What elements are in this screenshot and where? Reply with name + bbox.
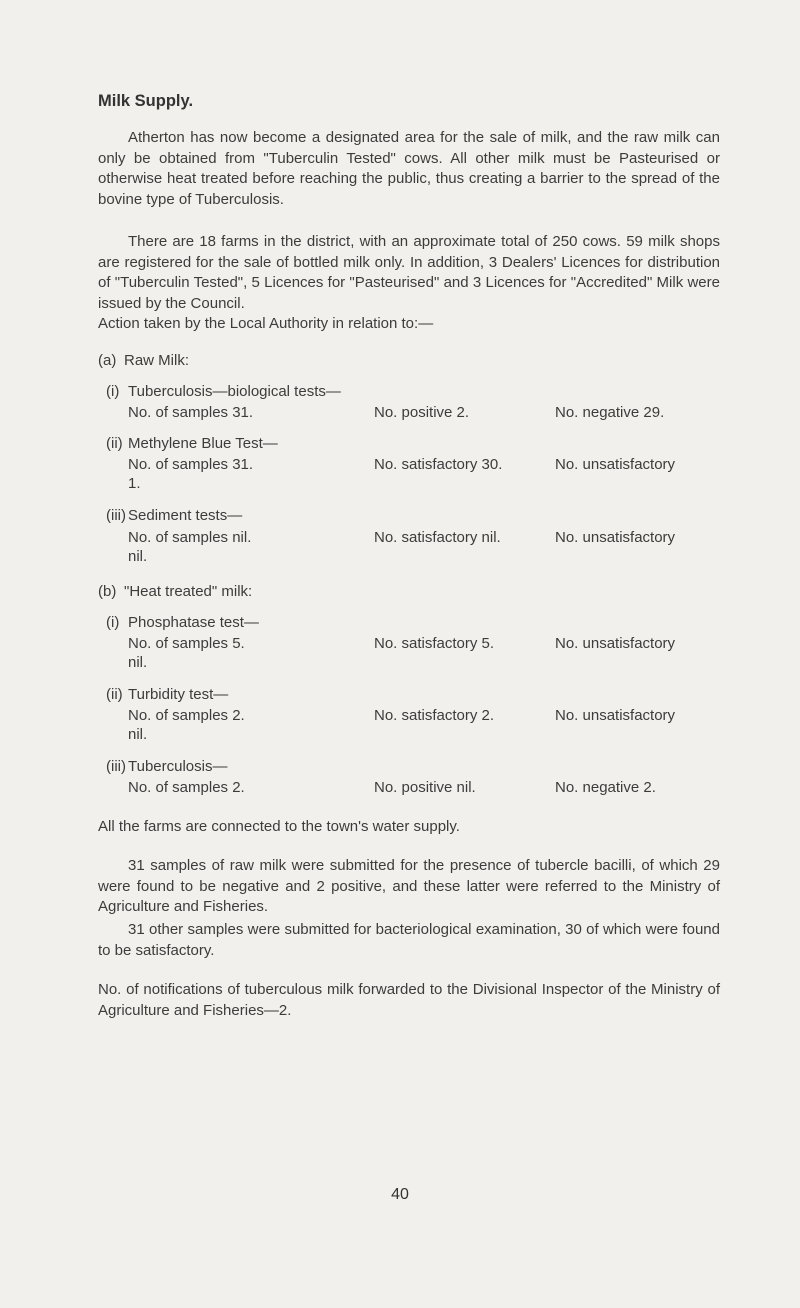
paragraph-farms-and-licences: There are 18 farms in the district, with an approximate total of 250 cows. 59 milk shops are registered for the sale of bottled milk only. In addition, 3 Dealers' Licences for distribution of "Tuberculin Tested", 5 Licences for "Pasteurised" and 3 Licences for "Accredited" Milk were issued by the Council. — [98, 233, 720, 312]
satisfactory-count: No. satisfactory 2. — [374, 707, 495, 724]
paragraph-designated-area: Atherton has now become a designated area for the sale of milk, and the raw milk can only be obtained from "Tuberculin Tested" cows. All other milk must be Pasteurised or otherwise heat treated before reaching the public, thus creating a barrier to the spread of the bovine type of Tuberculosis. — [98, 129, 720, 208]
item-title: Turbidity test— — [128, 686, 229, 703]
section-b-item-2-heading — [106, 686, 228, 703]
section-a-label: (a) — [98, 352, 117, 369]
item-number: (i) — [106, 614, 120, 631]
item-title: Methylene Blue Test— — [128, 435, 278, 452]
paragraph-action-taken: Action taken by the Local Authority in relation to:— — [98, 315, 434, 332]
positive-count: No. positive nil. — [374, 779, 476, 796]
unsatisfactory-value: nil. — [128, 726, 148, 743]
section-b-label: (b) — [98, 583, 117, 600]
samples-count: No. of samples 31. — [128, 404, 254, 421]
section-a-heading — [98, 352, 189, 369]
samples-count: No. of samples 31. — [128, 456, 254, 473]
unsatisfactory-value: nil. — [128, 548, 148, 565]
negative-count: No. negative 29. — [555, 404, 665, 421]
unsatisfactory-value: 1. — [128, 475, 141, 492]
positive-count: No. positive 2. — [374, 404, 470, 421]
section-b-title: "Heat treated" milk: — [124, 583, 253, 600]
unsatisfactory-label: No. unsatisfactory — [555, 707, 676, 724]
satisfactory-count: No. satisfactory nil. — [374, 529, 501, 546]
section-b-item-1-heading — [106, 614, 259, 631]
item-title: Phosphatase test— — [128, 614, 259, 631]
negative-count: No. negative 2. — [555, 779, 656, 796]
samples-count: No. of samples 5. — [128, 635, 245, 652]
paragraph-notifications: No. of notifications of tuberculous milk forwarded to the Divisional Inspector of the Ministry of Agriculture and Fisheries—2. — [98, 981, 720, 1019]
unsatisfactory-label: No. unsatisfactory — [555, 529, 676, 546]
section-b-heading — [98, 583, 252, 600]
section-b-item-3-heading — [106, 758, 227, 775]
paragraph-water-supply: All the farms are connected to the town's water supply. — [98, 818, 460, 835]
samples-count: No. of samples 2. — [128, 707, 245, 724]
unsatisfactory-label: No. unsatisfactory — [555, 635, 676, 652]
section-a-item-3-heading — [106, 507, 242, 524]
item-number: (iii) — [106, 507, 126, 524]
satisfactory-count: No. satisfactory 5. — [374, 635, 495, 652]
samples-count: No. of samples nil. — [128, 529, 252, 546]
item-title: Sediment tests— — [128, 507, 243, 524]
unsatisfactory-value: nil. — [128, 654, 148, 671]
paragraph-bacteriological: 31 other samples were submitted for bacteriological examination, 30 of which were found to be satisfactory. — [98, 921, 720, 959]
section-a-item-1-heading — [106, 383, 341, 400]
section-a-title: Raw Milk: — [124, 352, 190, 369]
samples-count: No. of samples 2. — [128, 779, 245, 796]
section-a-item-2-heading — [106, 435, 278, 452]
unsatisfactory-label: No. unsatisfactory — [555, 456, 676, 473]
item-title: Tuberculosis— — [128, 758, 228, 775]
item-number: (i) — [106, 383, 120, 400]
page-number: 40 — [391, 1186, 409, 1203]
satisfactory-count: No. satisfactory 30. — [374, 456, 503, 473]
item-number: (iii) — [106, 758, 126, 775]
item-number: (ii) — [106, 686, 123, 703]
item-title: Tuberculosis—biological tests— — [128, 383, 341, 400]
paragraph-raw-milk-samples: 31 samples of raw milk were submitted for the presence of tubercle bacilli, of which 29 were found to be negative and 2 positive, and these latter were referred to the Ministry of Agriculture and Fisheries. — [98, 857, 720, 915]
item-number: (ii) — [106, 435, 123, 452]
section-heading: Milk Supply. — [98, 92, 194, 110]
